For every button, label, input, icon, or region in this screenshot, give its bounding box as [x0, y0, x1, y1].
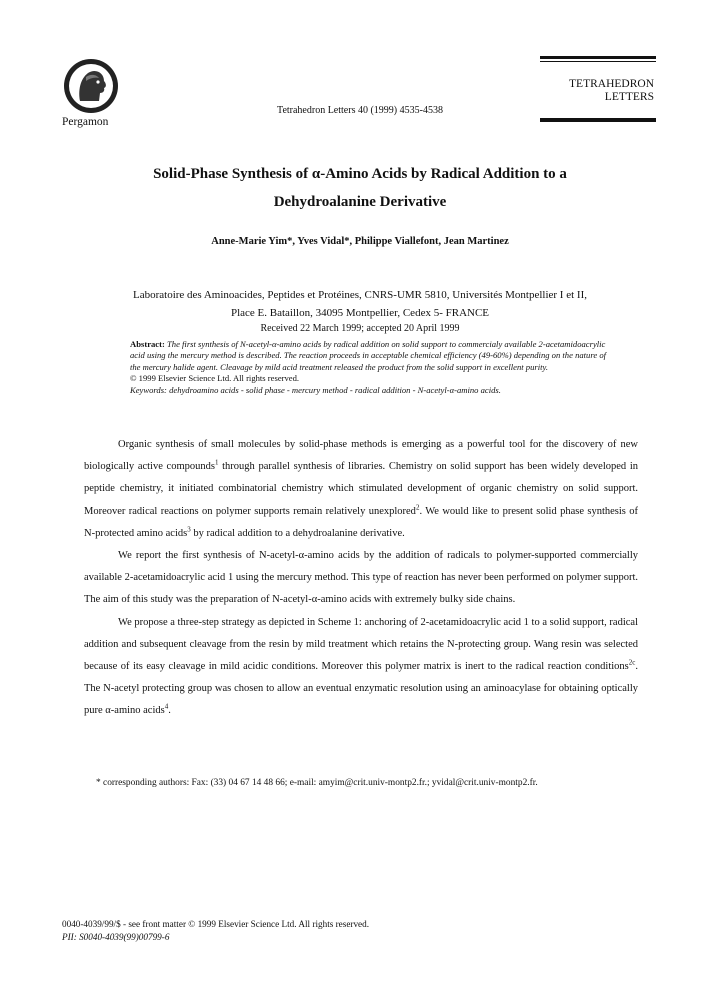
abstract-text — [130, 339, 610, 373]
citation-ref-3: 3 — [187, 525, 191, 534]
front-matter-notice — [62, 918, 369, 944]
abstract-block — [130, 339, 610, 396]
corresponding-author-footnote: * corresponding authors: Fax: (33) 04 67 14 48 66; e-mail: amyim@crit.univ-montp2.fr.; yvidal@crit.univ-montp2.fr. — [96, 778, 538, 788]
keywords — [130, 385, 610, 396]
citation-ref-4: 4 — [164, 702, 169, 711]
citation-ref-2c: 2c — [628, 658, 636, 667]
journal-name-line1: TETRAHEDRON — [569, 78, 654, 90]
affiliation-line1: Laboratoire des Aminoacides, Peptides et Protéines, CNRS-UMR 5810, Universités Montpellier I et II, — [133, 289, 587, 301]
journal-name — [540, 78, 656, 104]
pii-identifier: PII: S0040-4039(99)00799-6 — [62, 932, 170, 942]
body-p1-text-b: through parallel synthesis of libraries. Chemistry on solid support has been widely developed in peptide chemistry, it initiated combinatorial chemistry which stimulated development of organic chemistry on solid support. Moreover radical reactions on polymer supports remain relatively unexplored — [84, 461, 638, 517]
keywords-label: Keywords: — [130, 384, 167, 395]
masthead-rule-bottom — [540, 119, 656, 122]
paper-title-line1: Solid-Phase Synthesis of α-Amino Acids by Radical Addition to a — [153, 166, 567, 182]
citation-ref-1: 1 — [214, 458, 219, 467]
body-p3-text-a: We propose a three-step strategy as depicted in Scheme 1: anchoring of 2-acetamidoacrylic acid 1 to a solid support, radical addition and subsequent cleavage from the resin by mild treatment which retains the N-protecting group. Wang resin was selected because of its easy cleavage in mild acidic conditions. Moreover this polymer matrix is inert to the radical reaction conditions — [84, 616, 638, 673]
author-list: Anne-Marie Yim*, Yves Vidal*, Philippe Viallefont, Jean Martinez — [211, 236, 509, 247]
affiliation — [60, 286, 660, 322]
publisher-name: Pergamon — [62, 116, 109, 128]
body-paragraph-2: We report the first synthesis of N-acetyl-α-amino acids by the addition of radicals to polymer-supported commercially available 2-acetamidoacrylic acid 1 using the mercury method. This type of reaction has never been performed on polymer support. The aim of this study was the preparation of N-acetyl-α-amino acids with extremely bulky side chains. — [84, 550, 638, 606]
abstract-label: Abstract: — [130, 339, 165, 349]
journal-citation: Tetrahedron Letters 40 (1999) 4535-4538 — [277, 105, 443, 116]
paper-title-line2: Dehydroalanine Derivative — [273, 194, 447, 210]
paper-title — [80, 160, 640, 216]
abstract-body: The first synthesis of N-acetyl-α-amino acids by radical addition on solid support to commercialy available 2-acetamidoacrylic acid using the mercury method is described. The reaction proceeds in acceptable chemical efficiency (49-60%) depending on the nature of the mercury halide agent. Cleavage by mild acid treatment released the product from the solid support in excellent purity. — [130, 339, 607, 372]
journal-masthead — [540, 56, 656, 122]
body-p1-text-c: . We would like to present solid phase synthesis of N-protected amino acids — [84, 505, 638, 539]
affiliation-line2: Place E. Bataillon, 34095 Montpellier, Cedex 5- FRANCE — [230, 307, 490, 319]
issn-copyright: 0040-4039/99/$ - see front matter © 1999 Elsevier Science Ltd. All rights reserved. — [62, 919, 370, 929]
masthead-rule-top-thin — [540, 61, 656, 62]
citation-ref-2: 2 — [415, 503, 420, 512]
body-p3-text-c: . — [168, 705, 171, 717]
abstract-copyright: © 1999 Elsevier Science Ltd. All rights reserved. — [130, 373, 300, 384]
body-p1-text-d: by radical addition to a dehydroalanine derivative. — [190, 527, 405, 539]
received-dates: Received 22 March 1999; accepted 20 April 1999 — [260, 323, 460, 334]
article-body — [84, 434, 638, 723]
body-p1-text-a: Organic synthesis of small molecules by solid-phase methods is emerging as a powerful tool for the discovery of new biologically active compounds — [84, 439, 638, 473]
masthead-rule-top — [540, 56, 656, 59]
body-p3-text-b: . The N-acetyl protecting group was chosen to allow an eventual enzymatic resolution using an aminoacylase for obtaining optically pure α-amino acids — [84, 661, 638, 717]
body-paragraph-1 — [84, 434, 638, 545]
body-paragraph-3 — [84, 612, 638, 723]
journal-name-line2: LETTERS — [604, 91, 654, 103]
keywords-list: dehydroamino acids - solid phase - mercury method - radical addition - N-acetyl-α-amino acids. — [169, 384, 501, 395]
